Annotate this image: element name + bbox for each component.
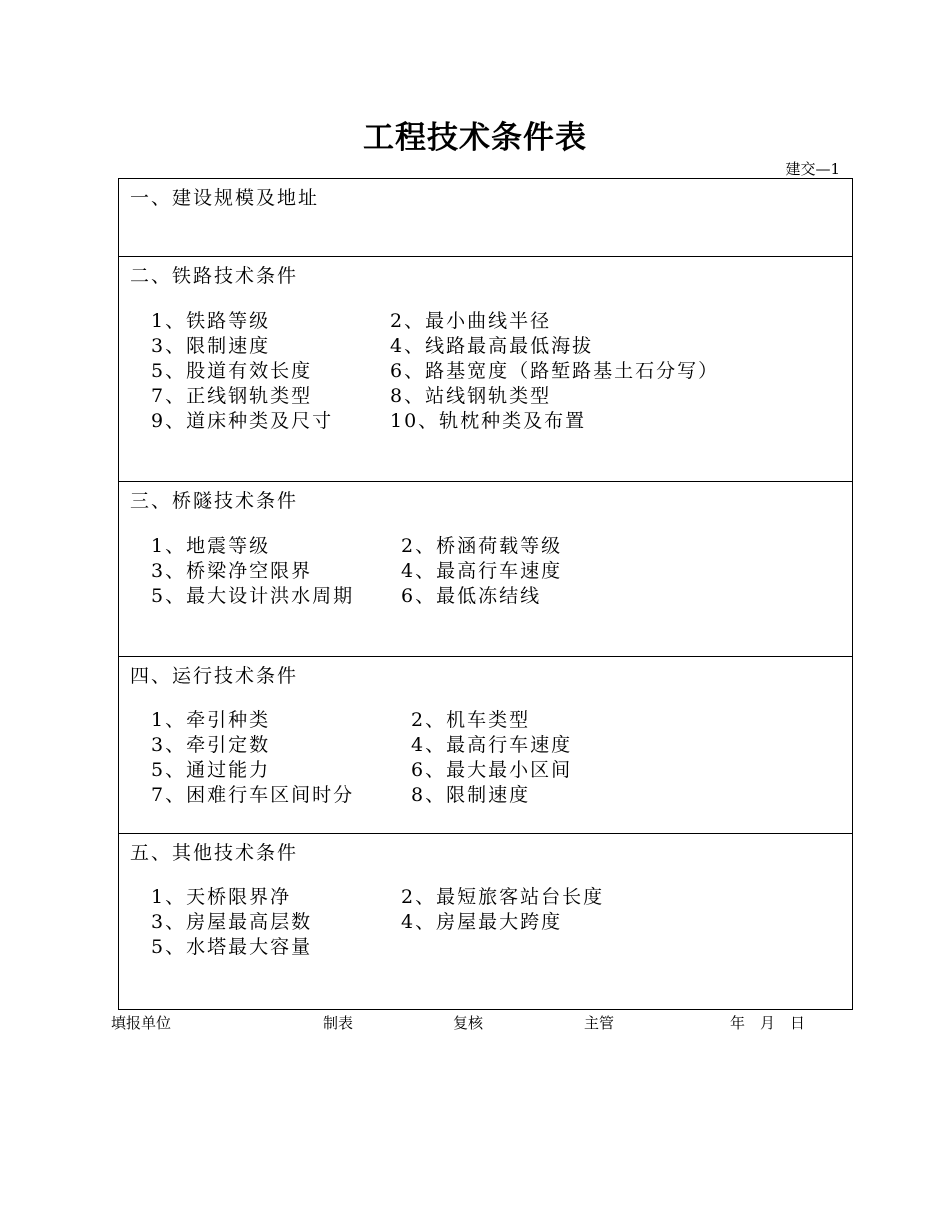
list-item: 3、桥梁净空限界 bbox=[151, 560, 313, 582]
list-item: 5、股道有效长度 bbox=[151, 360, 313, 382]
list-item: 5、水塔最大容量 bbox=[151, 936, 313, 958]
section-title: 四、运行技术条件 bbox=[130, 665, 299, 687]
list-item: 7、正线钢轨类型 bbox=[151, 385, 313, 407]
list-item: 4、房屋最大跨度 bbox=[401, 911, 563, 933]
list-item: 8、限制速度 bbox=[411, 784, 531, 806]
form-title: 工程技术条件表 bbox=[363, 120, 587, 156]
section-bridge-tunnel bbox=[119, 482, 852, 657]
section-title: 二、铁路技术条件 bbox=[130, 265, 299, 287]
list-item: 7、困难行车区间时分 bbox=[151, 784, 355, 806]
list-item: 1、天桥限界净 bbox=[151, 886, 292, 908]
list-item: 4、最高行车速度 bbox=[401, 560, 563, 582]
list-item: 2、最短旅客站台长度 bbox=[401, 886, 605, 908]
list-item: 1、地震等级 bbox=[151, 535, 271, 557]
list-item: 1、铁路等级 bbox=[151, 310, 271, 332]
list-item: 2、最小曲线半径 bbox=[390, 310, 552, 332]
list-item: 8、站线钢轨类型 bbox=[390, 385, 552, 407]
list-item: 3、限制速度 bbox=[151, 335, 271, 357]
prepared-by-label: 制表 bbox=[323, 1014, 354, 1032]
list-item: 5、通过能力 bbox=[151, 759, 271, 781]
supervisor-label: 主管 bbox=[584, 1014, 615, 1032]
section-title: 一、建设规模及地址 bbox=[130, 187, 320, 209]
list-item: 6、路基宽度（路堑路基土石分写） bbox=[390, 360, 720, 382]
list-item: 3、牵引定数 bbox=[151, 734, 271, 756]
list-item: 4、最高行车速度 bbox=[411, 734, 573, 756]
section-operation bbox=[119, 657, 852, 834]
conditions-table bbox=[118, 178, 853, 1010]
section-other bbox=[119, 834, 852, 1009]
reviewed-by-label: 复核 bbox=[453, 1014, 484, 1032]
form-number: 建交—1 bbox=[785, 160, 840, 178]
list-item: 4、线路最高最低海拔 bbox=[390, 335, 594, 357]
list-item: 2、机车类型 bbox=[411, 709, 531, 731]
section-title: 三、桥隧技术条件 bbox=[130, 490, 299, 512]
list-item: 6、最大最小区间 bbox=[411, 759, 573, 781]
list-item: 2、桥涵荷载等级 bbox=[401, 535, 563, 557]
list-item: 3、房屋最高层数 bbox=[151, 911, 313, 933]
reporting-unit-label: 填报单位 bbox=[111, 1014, 172, 1032]
section-scale-address bbox=[119, 179, 852, 257]
list-item: 1、牵引种类 bbox=[151, 709, 271, 731]
section-railway bbox=[119, 257, 852, 482]
list-item: 10、轨枕种类及布置 bbox=[390, 410, 587, 432]
list-item: 6、最低冻结线 bbox=[401, 585, 542, 607]
list-item: 5、最大设计洪水周期 bbox=[151, 585, 355, 607]
section-title: 五、其他技术条件 bbox=[130, 842, 299, 864]
list-item: 9、道床种类及尺寸 bbox=[151, 410, 334, 432]
date-label: 年 月 日 bbox=[730, 1014, 806, 1032]
